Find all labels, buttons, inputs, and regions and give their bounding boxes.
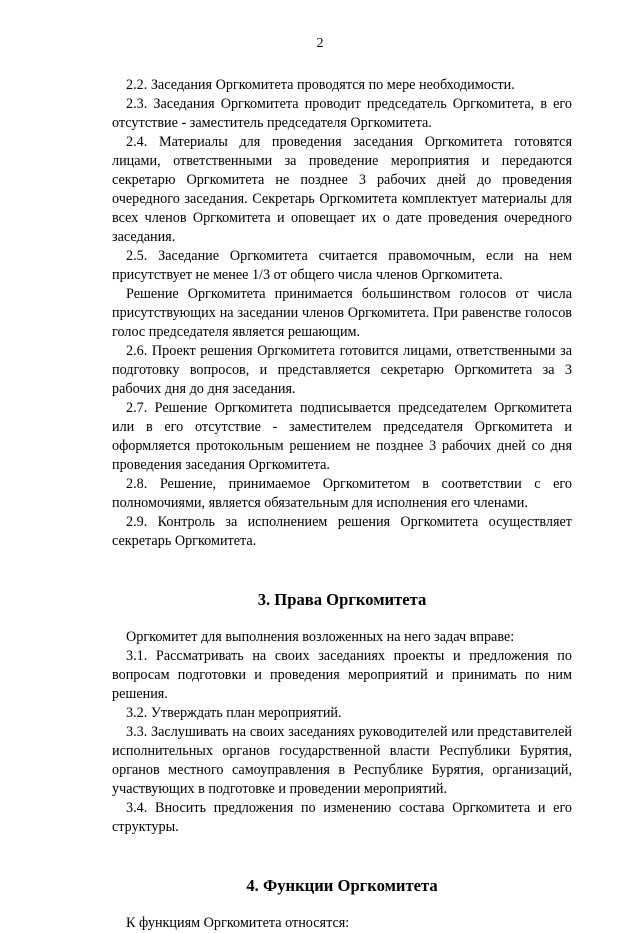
section-3	[112, 628, 572, 837]
paragraph-3-2: 3.2. Утверждать план мероприятий.	[126, 705, 342, 721]
paragraph-2-2: 2.2. Заседания Оргкомитета проводятся по мере необходимости.	[126, 77, 515, 93]
paragraph-2-7: 2.7. Решение Оргкомитета подписывается председателем Оргкомитета или в его отсутствие - заместителем председателя Оргкомитета и оформляется протокольным решением не позднее 3 рабочих дней со дня проведения заседания Оргкомитета.	[112, 400, 572, 473]
paragraph-3-3: 3.3. Заслушивать на своих заседаниях руководителей или представителей исполнительных органов государственной власти Республики Бурятия, органов местного самоуправления в Республике Бурятия, организаций, участвующих в подготовке и проведении мероприятий.	[112, 724, 572, 797]
paragraph-3-1: 3.1. Рассматривать на своих заседаниях проекты и предложения по вопросам подготовки и проведения мероприятий и принимать по ним решения.	[112, 648, 572, 702]
paragraph-4-intro: К функциям Оргкомитета относятся:	[126, 915, 350, 931]
paragraph-3-4: 3.4. Вносить предложения по изменению состава Оргкомитета и его структуры.	[112, 800, 572, 835]
page-number: 2	[316, 36, 324, 51]
paragraph-2-8: 2.8. Решение, принимаемое Оргкомитетом в соответствии с его полномочиями, является обязательным для исполнения его членами.	[112, 476, 572, 511]
document-body	[112, 76, 572, 933]
paragraph-2-9: 2.9. Контроль за исполнением решения Оргкомитета осуществляет секретарь Оргкомитета.	[112, 514, 572, 549]
section-2-continued	[112, 76, 572, 551]
paragraph-2-6: 2.6. Проект решения Оргкомитета готовится лицами, ответственными за подготовку вопросов, и представляется секретарю Оргкомитета за 3 рабочих дня до дня заседания.	[112, 343, 572, 397]
paragraph-2-5-decision: Решение Оргкомитета принимается большинством голосов от числа присутствующих на заседании членов Оргкомитета. При равенстве голосов голос председателя является решающим.	[112, 286, 572, 340]
section-4	[112, 914, 572, 933]
section-4-heading: 4. Функции Оргкомитета	[246, 876, 438, 895]
paragraph-2-5: 2.5. Заседание Оргкомитета считается правомочным, если на нем присутствует не менее 1/3 от общего числа членов Оргкомитета.	[112, 248, 572, 283]
paragraph-3-intro: Оргкомитет для выполнения возложенных на него задач вправе:	[126, 629, 515, 645]
section-3-heading: 3. Права Оргкомитета	[257, 590, 427, 609]
paragraph-2-4: 2.4. Материалы для проведения заседания Оргкомитета готовятся лицами, ответственными за проведение мероприятия и передаются секретарю Оргкомитета не позднее 3 рабочих дней до проведения очередного заседания. Секретарь Оргкомитета комплектует материалы для всех членов Оргкомитета и оповещает их о дате проведения очередного заседания.	[112, 134, 572, 245]
paragraph-2-3: 2.3. Заседания Оргкомитета проводит председатель Оргкомитета, в его отсутствие - заместитель председателя Оргкомитета.	[112, 96, 572, 131]
